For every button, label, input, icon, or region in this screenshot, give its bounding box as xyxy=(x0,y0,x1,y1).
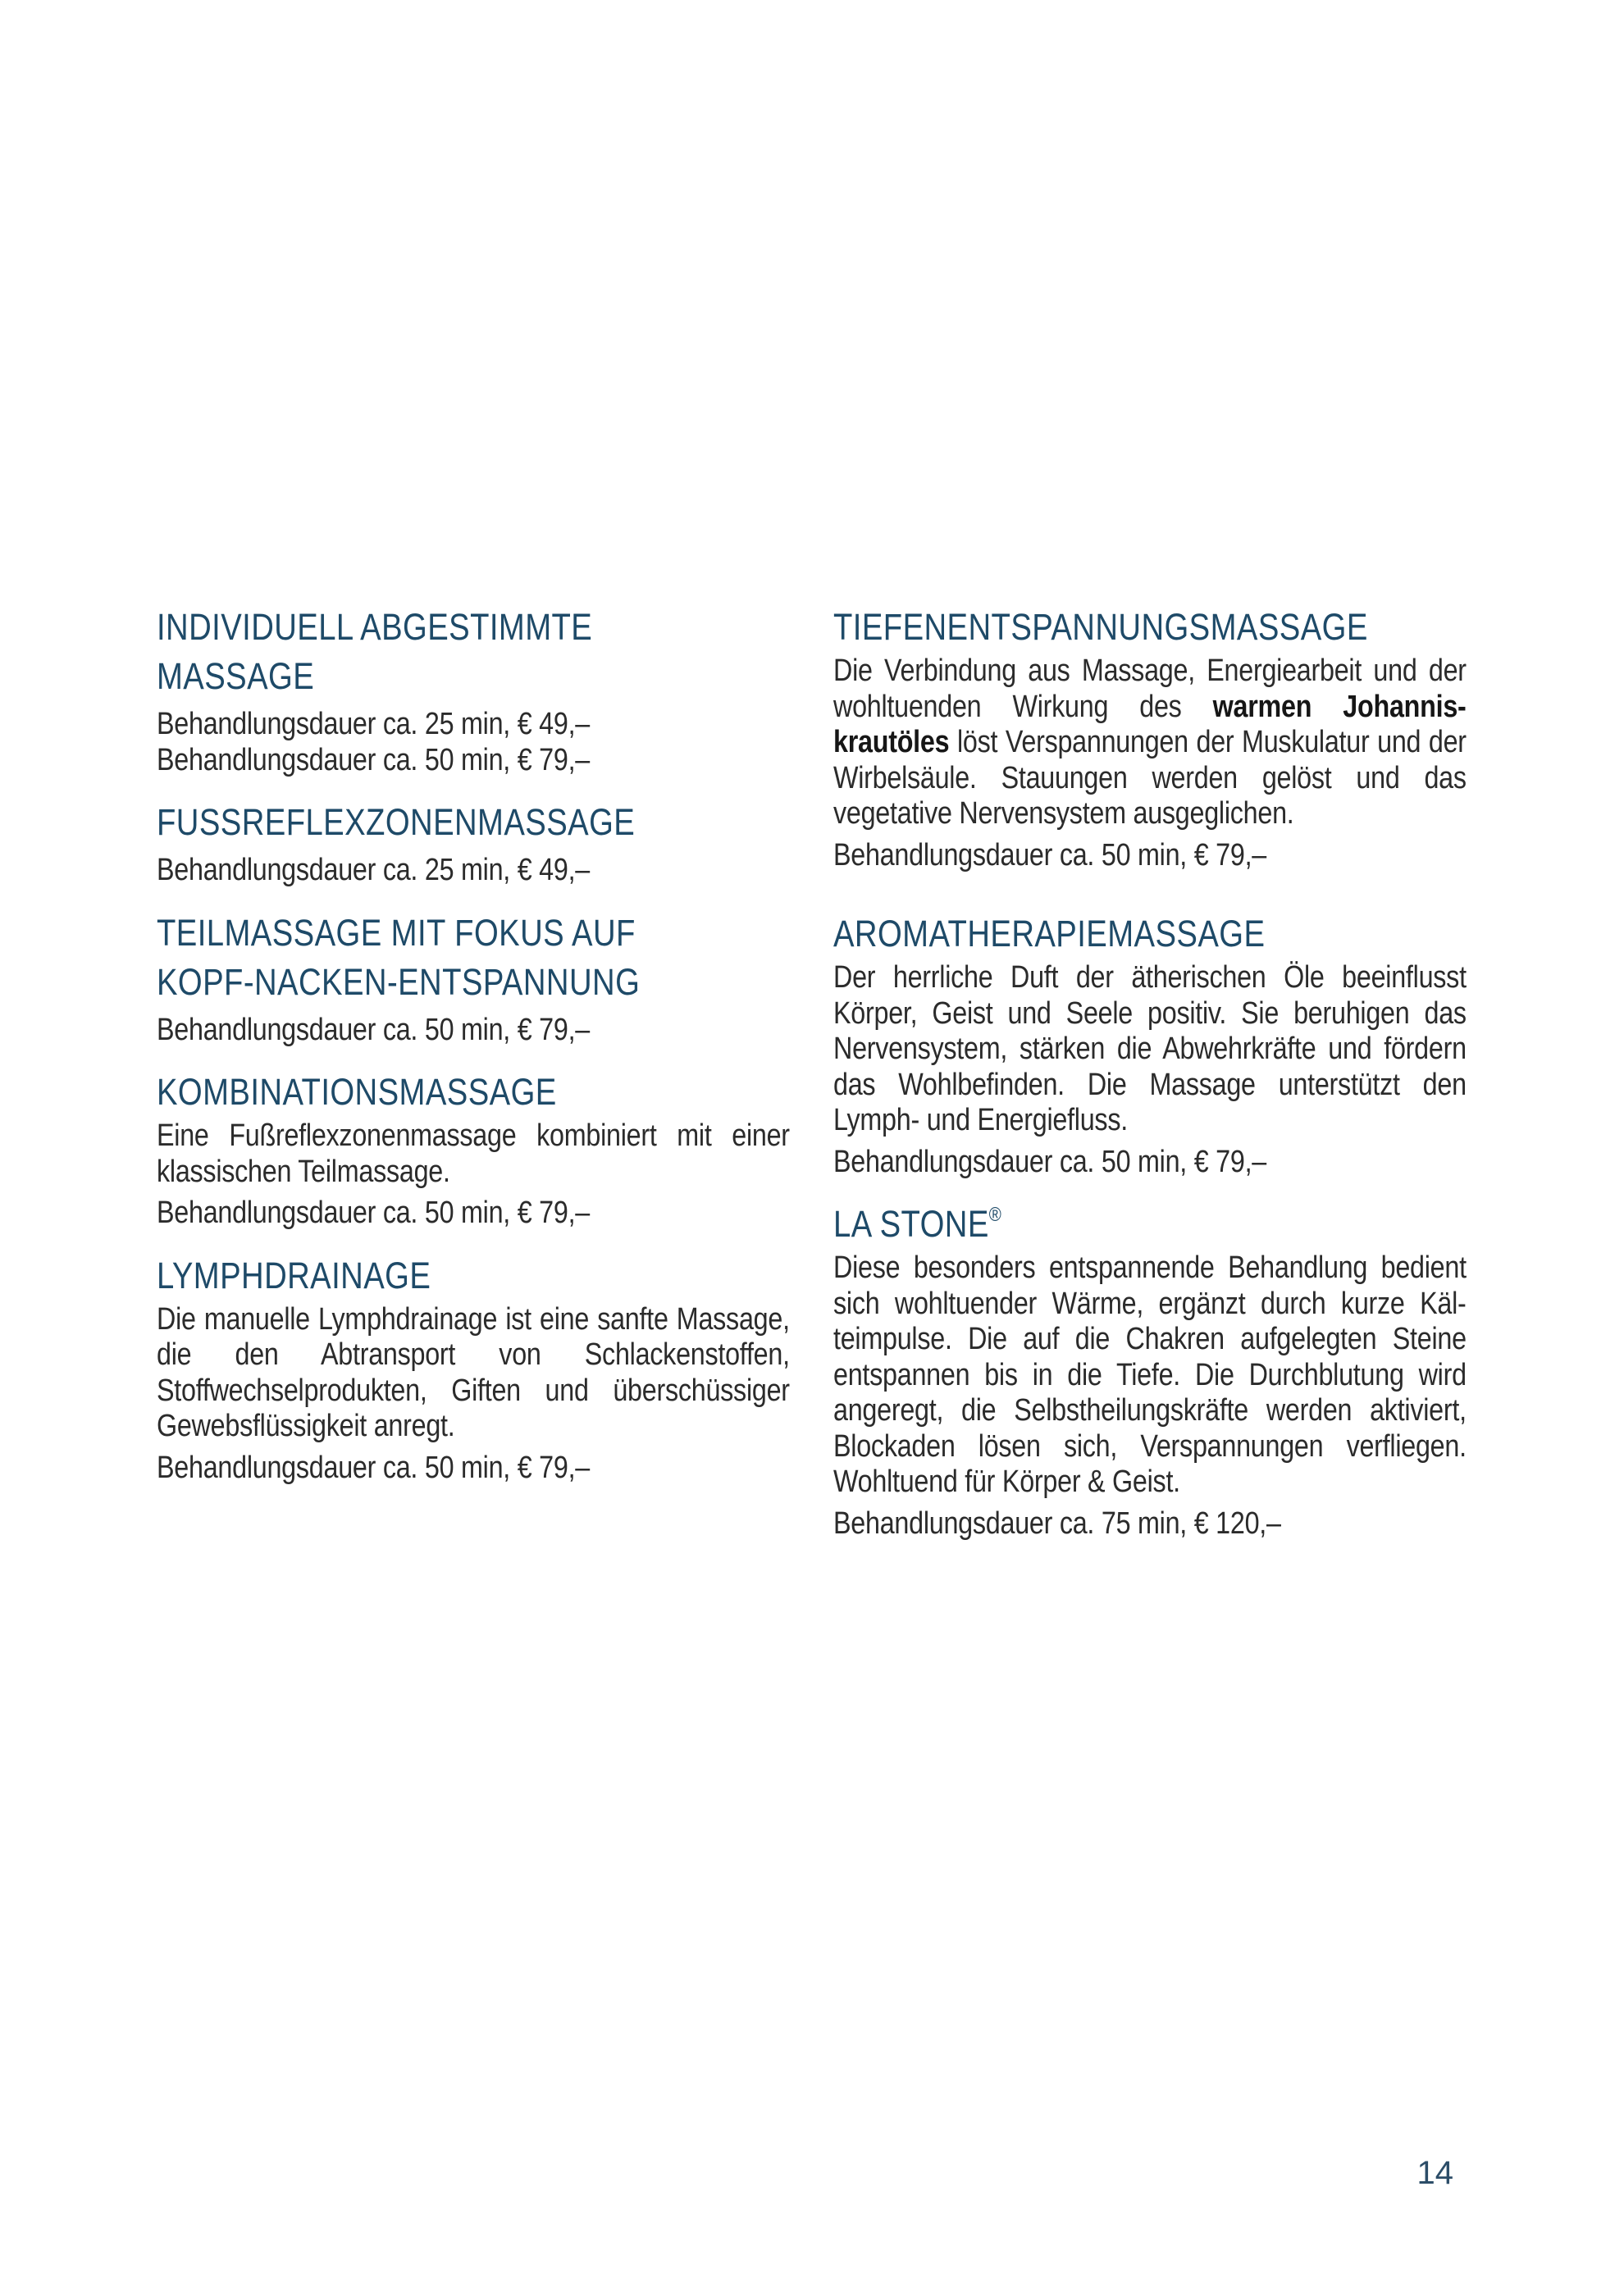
section-description: Die manuelle Lymphdrainage ist eine sanfte Massage, die den Abtransport von Schlackenstoffen, Stoffwechselprodukten, Giften und überschüssiger Gewebsflüssigkeit anregt. xyxy=(157,1301,790,1443)
price-list xyxy=(157,1196,790,1232)
section-title-line: TEILMASSAGE MIT FOKUS AUF xyxy=(157,911,636,954)
section-title-line: KOPF-NACKEN-ENTSPANNUNG xyxy=(157,960,641,1003)
price-line: Behandlungsdauer ca. 50 min, € 79,– xyxy=(833,837,1267,872)
section-title xyxy=(157,798,790,847)
section-kombinationsmassage xyxy=(157,1068,790,1232)
section-title-line: INDIVIDUELL ABGESTIMMTE xyxy=(157,606,593,648)
price-line: Behandlungsdauer ca. 50 min, € 79,– xyxy=(157,1196,591,1230)
section-description: Die Verbindung aus Massage, Energiearbeit und der wohltuenden Wirkung des warmen Johanniskrautöles löst Verspannungen der Muskulatur und der Wirbelsäule. Stauungen werden gelöst und das vegetative Nervensystem ausgeglichen. xyxy=(833,654,1467,831)
page-number: 14 xyxy=(1416,2155,1453,2191)
section-tiefenentspannungsmassage xyxy=(833,603,1467,873)
left-column xyxy=(157,603,790,1486)
section-title xyxy=(833,1200,1467,1249)
price-line: Behandlungsdauer ca. 25 min, € 49,– xyxy=(157,707,591,741)
section-title-line: FUSSREFLEXZONENMASSAGE xyxy=(157,801,636,843)
section-title-line: AROMATHERAPIEMASSAGE xyxy=(833,913,1266,954)
section-description: Der herrliche Duft der ätherischen Öle beeinflusst Körper, Geist und Seele positiv. Sie beruhigen das Nervensystem, stärken die Abwehrkräfte und fördern das Wohlbefinden. Die Massage unterstützt den Lymph- und Energiefluss. xyxy=(833,960,1467,1137)
price-line: Behandlungsdauer ca. 25 min, € 49,– xyxy=(157,853,591,887)
price-list xyxy=(157,707,790,778)
section-title xyxy=(157,1068,790,1117)
section-title xyxy=(833,603,1467,652)
section-description: Eine Fußreflexzonenmassage kombiniert mit einer klassischen Teilmassage. xyxy=(157,1118,790,1189)
price-line: Behandlungsdauer ca. 50 min, € 79,– xyxy=(157,1450,591,1485)
price-line: Behandlungsdauer ca. 50 min, € 79,– xyxy=(157,742,591,777)
price-line: Behandlungsdauer ca. 50 min, € 79,– xyxy=(157,1012,591,1047)
right-column xyxy=(833,603,1467,1542)
section-title-line xyxy=(833,1200,1467,1249)
price-list xyxy=(833,1506,1467,1542)
section-title-line: KOMBINATIONSMASSAGE xyxy=(157,1071,557,1113)
section-title xyxy=(157,1251,790,1301)
section-title-text: LA STONE xyxy=(833,1203,989,1245)
price-line: Behandlungsdauer ca. 75 min, € 120,– xyxy=(833,1506,1281,1541)
section-title-line: LYMPHDRAINAGE xyxy=(157,1254,431,1296)
section-title xyxy=(157,909,790,1007)
section-lymphdrainage xyxy=(157,1251,790,1487)
section-teilmassage xyxy=(157,909,790,1049)
price-list xyxy=(833,838,1467,874)
section-la-stone xyxy=(833,1200,1467,1542)
price-list xyxy=(157,1013,790,1049)
section-aromatherapiemassage xyxy=(833,909,1467,1180)
price-list xyxy=(157,1451,790,1487)
section-title xyxy=(157,603,790,701)
section-individuell-abgestimmte-massage xyxy=(157,603,790,778)
section-title xyxy=(833,909,1467,959)
price-list xyxy=(157,853,790,889)
price-list xyxy=(833,1145,1467,1181)
price-line: Behandlungsdauer ca. 50 min, € 79,– xyxy=(833,1144,1267,1179)
section-fussreflexzonenmassage xyxy=(157,798,790,889)
registered-trademark-symbol: ® xyxy=(988,1204,1001,1226)
section-title-line: TIEFENENTSPANNUNGSMASSAGE xyxy=(833,606,1368,648)
section-description: Diese besonders entspannende Behandlung bedient sich wohltuender Wärme, ergänzt durch kurze Kälteimpulse. Die auf die Chakren aufgelegten Steine entspannen bis in die Tiefe. Die Durchblutung wird angeregt, die Selbstheilungskräfte werden aktiviert, Blockaden lösen sich, Verspannungen verfliegen. Wohltuend für Körper & Geist. xyxy=(833,1250,1467,1499)
section-title-line: MASSAGE xyxy=(157,655,315,697)
